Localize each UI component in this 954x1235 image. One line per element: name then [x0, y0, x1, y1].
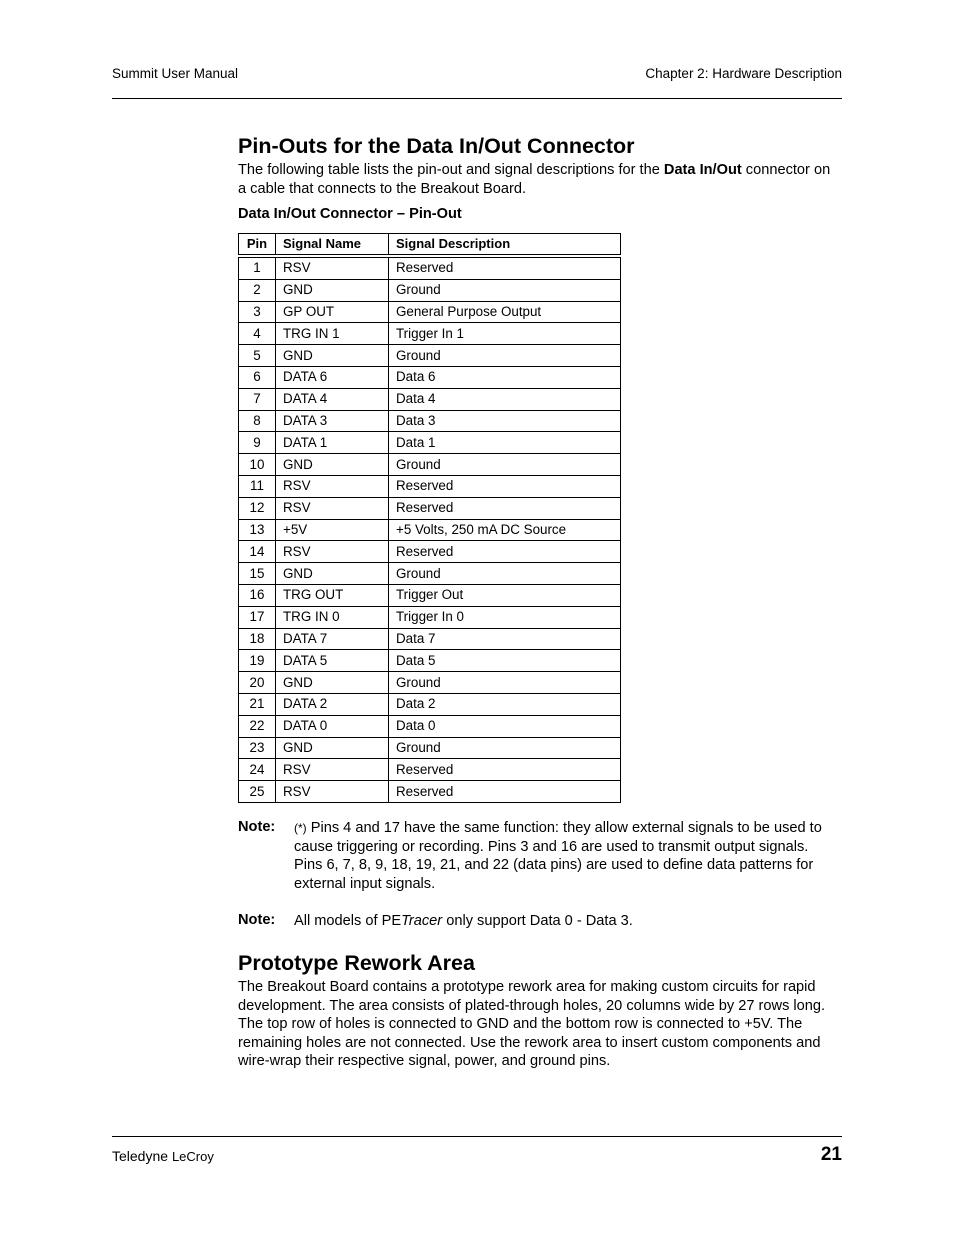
cell-signal-name: DATA 4 [276, 388, 389, 410]
cell-signal-description: Ground [389, 454, 621, 476]
cell-pin: 9 [239, 432, 276, 454]
cell-signal-description: Reserved [389, 256, 621, 279]
cell-signal-description: Ground [389, 345, 621, 367]
cell-pin: 7 [239, 388, 276, 410]
cell-pin: 23 [239, 737, 276, 759]
table-row [239, 781, 621, 803]
table-row [239, 410, 621, 432]
cell-signal-description: Ground [389, 672, 621, 694]
cell-signal-name: DATA 0 [276, 715, 389, 737]
table-row [239, 345, 621, 367]
note-petracer-support: All models of PETracer only support Data 0 - Data 3. [294, 913, 633, 929]
cell-signal-name: DATA 2 [276, 693, 389, 715]
table-header-row [239, 234, 621, 257]
footnote-marker: (*) [294, 821, 307, 835]
cell-signal-description: Data 2 [389, 693, 621, 715]
cell-signal-name: +5V [276, 519, 389, 541]
cell-signal-description: Reserved [389, 541, 621, 563]
table-row [239, 759, 621, 781]
cell-pin: 18 [239, 628, 276, 650]
cell-pin: 4 [239, 323, 276, 345]
table-row [239, 672, 621, 694]
cell-signal-description: Reserved [389, 781, 621, 803]
pinout-table-body [239, 256, 621, 802]
cell-signal-description: Data 3 [389, 410, 621, 432]
note-pin-functions: (*) Pins 4 and 17 have the same function: they allow external signals to be used to cause triggering or recording. Pins 3 and 16 are used to transmit output signals. Pins 6, 7, 8, 9, 18, 19, 21, and 22 (data pins) are used to define data patterns for external input signals. [294, 820, 822, 892]
cell-signal-description: Trigger In 0 [389, 606, 621, 628]
cell-signal-description: Reserved [389, 497, 621, 519]
cell-signal-name: GND [276, 563, 389, 585]
cell-pin: 6 [239, 366, 276, 388]
cell-signal-name: GND [276, 454, 389, 476]
cell-pin: 1 [239, 256, 276, 279]
cell-signal-name: TRG OUT [276, 584, 389, 606]
table-row [239, 584, 621, 606]
cell-signal-description: Ground [389, 279, 621, 301]
cell-signal-description: Data 5 [389, 650, 621, 672]
cell-signal-name: RSV [276, 256, 389, 279]
cell-signal-name: RSV [276, 759, 389, 781]
table-caption: Data In/Out Connector – Pin-Out [238, 206, 462, 222]
cell-signal-name: TRG IN 0 [276, 606, 389, 628]
table-row [239, 279, 621, 301]
cell-signal-name: DATA 1 [276, 432, 389, 454]
pinout-table [238, 233, 621, 803]
cell-signal-description: Reserved [389, 759, 621, 781]
cell-signal-name: DATA 6 [276, 366, 389, 388]
note-label: Note: [238, 912, 276, 928]
table-row [239, 628, 621, 650]
table-row [239, 693, 621, 715]
table-row [239, 563, 621, 585]
cell-pin: 16 [239, 584, 276, 606]
cell-signal-description: +5 Volts, 250 mA DC Source [389, 519, 621, 541]
running-header-chapter: Chapter 2: Hardware Description [645, 66, 842, 81]
table-row [239, 715, 621, 737]
table-row [239, 323, 621, 345]
cell-pin: 22 [239, 715, 276, 737]
cell-signal-description: Trigger In 1 [389, 323, 621, 345]
cell-pin: 12 [239, 497, 276, 519]
table-row [239, 432, 621, 454]
cell-pin: 5 [239, 345, 276, 367]
cell-signal-name: RSV [276, 475, 389, 497]
cell-pin: 15 [239, 563, 276, 585]
cell-signal-name: DATA 3 [276, 410, 389, 432]
pinouts-intro: The following table lists the pin-out and signal descriptions for the Data In/Out connector on a cable that connects to the Breakout Board. [238, 162, 831, 197]
cell-signal-name: DATA 7 [276, 628, 389, 650]
section-heading-prototype: Prototype Rework Area [238, 951, 475, 975]
cell-pin: 3 [239, 301, 276, 323]
connector-name: Data In/Out [663, 162, 742, 178]
cell-signal-name: GND [276, 672, 389, 694]
cell-signal-description: Ground [389, 563, 621, 585]
cell-signal-description: Data 7 [389, 628, 621, 650]
cell-pin: 13 [239, 519, 276, 541]
table-row [239, 606, 621, 628]
cell-signal-name: DATA 5 [276, 650, 389, 672]
cell-pin: 14 [239, 541, 276, 563]
cell-pin: 17 [239, 606, 276, 628]
cell-signal-name: RSV [276, 781, 389, 803]
cell-signal-description: General Purpose Output [389, 301, 621, 323]
cell-pin: 20 [239, 672, 276, 694]
footer-company: Teledyne LeCroy [112, 1148, 214, 1164]
cell-pin: 10 [239, 454, 276, 476]
cell-signal-name: GND [276, 737, 389, 759]
table-row [239, 366, 621, 388]
cell-pin: 11 [239, 475, 276, 497]
cell-signal-description: Data 1 [389, 432, 621, 454]
header-rule [112, 98, 842, 99]
table-row [239, 519, 621, 541]
prototype-body: The Breakout Board contains a prototype rework area for making custom circuits for rapid development. The area consists of plated-through holes, 20 columns wide by 27 rows long. The top row of holes is connected to GND and the bottom row is connected to +5V. The remaining holes are not connected. Use the rework area to insert custom components and wire-wrap their respective signal, power, and ground pins. [238, 979, 826, 1070]
table-row [239, 650, 621, 672]
cell-pin: 19 [239, 650, 276, 672]
table-row [239, 541, 621, 563]
cell-signal-description: Reserved [389, 475, 621, 497]
cell-pin: 2 [239, 279, 276, 301]
cell-signal-name: TRG IN 1 [276, 323, 389, 345]
cell-signal-name: RSV [276, 541, 389, 563]
cell-signal-name: GND [276, 345, 389, 367]
section-heading-pinouts: Pin-Outs for the Data In/Out Connector [238, 134, 635, 158]
note-label: Note: [238, 819, 276, 835]
table-row [239, 256, 621, 279]
cell-pin: 24 [239, 759, 276, 781]
cell-signal-description: Data 6 [389, 366, 621, 388]
page-number: 21 [820, 1144, 842, 1165]
cell-pin: 25 [239, 781, 276, 803]
column-header-signal-description: Signal Description [389, 234, 621, 257]
table-row [239, 737, 621, 759]
table-row [239, 475, 621, 497]
cell-signal-description: Trigger Out [389, 584, 621, 606]
cell-signal-description: Ground [389, 737, 621, 759]
column-header-signal-name: Signal Name [276, 234, 389, 257]
cell-signal-name: RSV [276, 497, 389, 519]
running-header-title: Summit User Manual [112, 66, 239, 81]
cell-signal-description: Data 0 [389, 715, 621, 737]
table-row [239, 497, 621, 519]
cell-pin: 8 [239, 410, 276, 432]
table-row [239, 301, 621, 323]
table-row [239, 454, 621, 476]
column-header-pin: Pin [239, 234, 276, 257]
table-row [239, 388, 621, 410]
cell-signal-name: GND [276, 279, 389, 301]
cell-signal-description: Data 4 [389, 388, 621, 410]
cell-signal-name: GP OUT [276, 301, 389, 323]
cell-pin: 21 [239, 693, 276, 715]
footer-rule [112, 1136, 842, 1137]
